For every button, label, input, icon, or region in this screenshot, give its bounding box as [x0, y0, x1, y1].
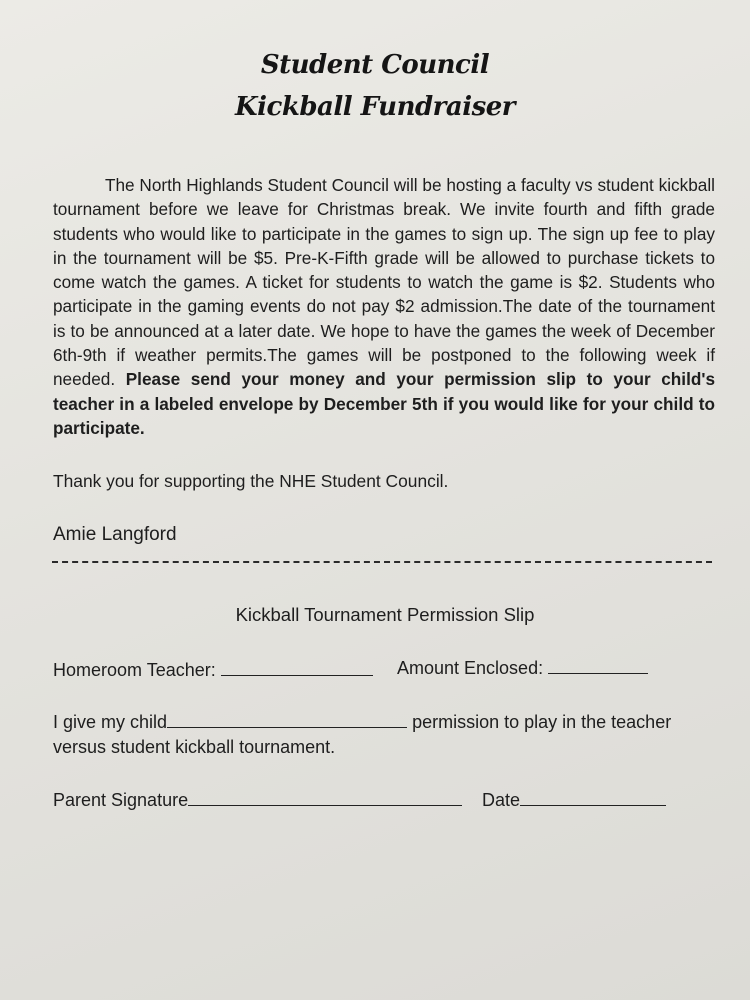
homeroom-teacher-row [53, 659, 373, 681]
letter-paragraph [53, 173, 715, 440]
parent-signature-blank[interactable] [188, 789, 462, 806]
child-permission-line-1 [53, 711, 671, 733]
parent-signature-label: Parent Signature [53, 790, 189, 810]
cut-line-divider [52, 561, 712, 563]
homeroom-teacher-blank[interactable] [221, 659, 373, 676]
title-line-2: Kickball Fundraiser [235, 92, 515, 122]
child-permission-line-2: versus student kickball tournament. [53, 737, 336, 757]
parent-signature-row [53, 789, 462, 811]
date-row [482, 789, 666, 811]
thank-you-line: Thank you for supporting the NHE Student Council. [53, 471, 449, 491]
letter-paragraph-plain: The North Highlands Student Council will be hosting a faculty vs student kickball tournament before we leave for Christmas break. We invite fourth and fifth grade students who would like to participate in the games to sign up. The sign up fee to play in the tournament will be $5. Pre-K-Fifth grade will be allowed to purchase tickets to come watch the games. A ticket for students to watch the game is $2. Students who participate in the gaming events do not pay $2 admission.The date of the tournament is to be announced at a later date. We hope to have the games the week of December 6th-9th if weather permits.The games will be postponed to the following week if needed. [53, 175, 715, 390]
date-blank[interactable] [520, 789, 666, 806]
give-child-prefix: I give my child [53, 712, 168, 732]
amount-enclosed-row [397, 657, 648, 679]
permission-slip-title: Kickball Tournament Permission Slip [235, 604, 535, 625]
letter-paragraph-bold: Please send your money and your permission slip to your child's teacher in a labeled envelope by December 5th if you would like for your child to participate. [53, 369, 715, 438]
title-line-1: Student Council [260, 50, 490, 80]
amount-enclosed-label: Amount Enclosed: [397, 658, 544, 678]
date-label: Date [482, 790, 521, 810]
signer-name: Amie Langford [53, 524, 177, 545]
give-child-suffix: permission to play in the teacher [412, 712, 672, 732]
amount-enclosed-blank[interactable] [548, 657, 648, 674]
homeroom-teacher-label: Homeroom Teacher: [53, 660, 216, 680]
child-name-blank[interactable] [167, 711, 407, 728]
